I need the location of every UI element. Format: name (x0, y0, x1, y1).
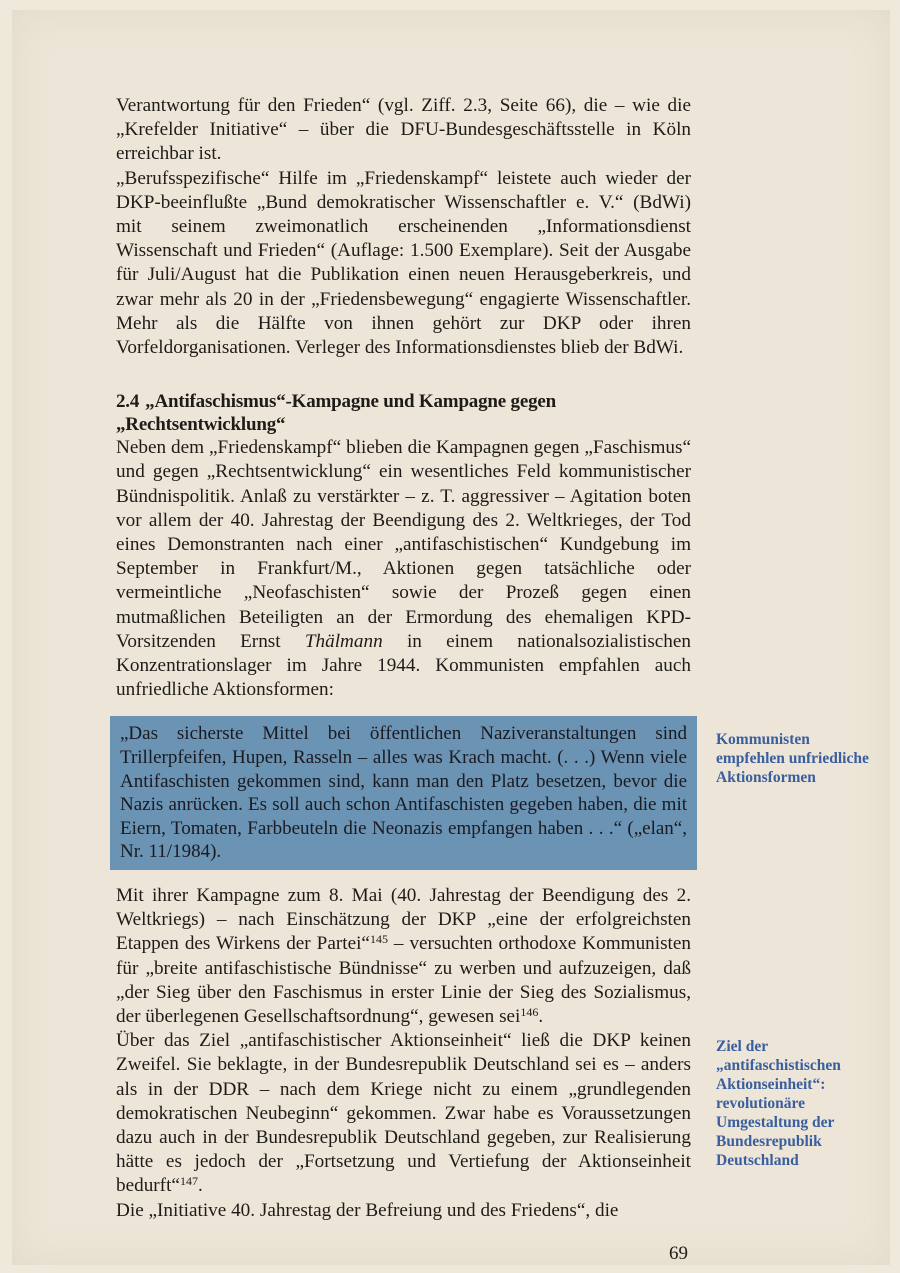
paragraph-3-text: Neben dem „Friedenskampf“ blieben die Kampagnen gegen „Faschismus“ und gegen „Rechtsentwicklung“ ein wesentliches Feld kommunistischer Bündnispolitik. Anlaß zu verstärkter – z. T. aggressiver – Agitation boten vor allem der 40. Jahrestag der Beendigung des 2. Weltkrieges, der Tod eines Demonstranten nach einer „antifaschistischen“ Kundgebung im September in Frankfurt/M., Aktionen gegen tatsächliche oder vermeintliche „Neofaschisten“ sowie der Prozeß gegen einen mutmaßlichen Beteiligten an der Ermordung des ehemaligen KPD-Vorsitzenden Ernst (116, 437, 691, 652)
document-page (12, 10, 890, 1265)
paragraph-3-name: Thälmann (304, 630, 383, 652)
main-text-column (116, 94, 691, 1223)
footnote-ref-145: 145 (369, 932, 388, 947)
paragraph-6: Die „Initiative 40. Jahrestag der Befreiung und des Friedens“, die (116, 1199, 619, 1221)
section-number: 2.4 (116, 391, 140, 413)
paragraph-5 (116, 1029, 691, 1198)
section-title-line-2: „Rechtsentwicklung“ (116, 414, 286, 436)
section-heading (116, 390, 691, 436)
paragraph-4-end: . (538, 1006, 544, 1028)
footnote-ref-146: 146 (520, 1005, 539, 1020)
paragraph-4 (116, 884, 691, 1029)
paragraph-4-text: Mit ihrer Kampagne zum 8. Mai (40. Jahrestag der Beendigung des 2. Weltkriegs) – nach Einschätzung der DKP „eine der erfolgreichsten Etappen des Wirkens der Partei“ (116, 885, 691, 955)
footnote-ref-147: 147 (179, 1174, 198, 1189)
paragraph-5-text: Über das Ziel „antifaschistischer Aktionseinheit“ ließ die DKP keinen Zweifel. Sie beklagte, in der Bundesrepublik Deutschland sei es – anders als in der DDR – nach dem Kriege nicht zu einem „grundlegenden demokratischen Neubeginn“ gekommen. Zwar habe es Voraussetzungen dazu auch in der Bundesrepublik Deutschland gegeben, zur Realisierung hätte es jedoch der „Fortsetzung und Vertiefung der Aktionseinheit bedurft“ (116, 1030, 691, 1197)
section-title-line-1: „Antifaschismus“-Kampagne und Kampagne gegen (145, 391, 556, 413)
paragraph-3-rest: in einem nationalsozialistischen Konzentrationslager im Jahre 1944. Kommunisten empfahlen auch unfriedliche Aktionsformen: (116, 630, 691, 701)
margin-note-aktionseinheit: Ziel der „antifaschistischen Aktionseinheit“: revolutionäre Umgestaltung der Bundesrepublik Deutschland (716, 1038, 841, 1169)
paragraph-3 (116, 436, 691, 702)
paragraph-5-end: . (197, 1175, 203, 1197)
paragraph-4-rest: – versuchten orthodoxe Kommunisten für „breite antifaschistische Bündnisse“ zu werben und aufzuzeigen, daß „der Sieg über den Faschismus in erster Linie der Sieg des Sozialismus, der überlegenen Gesellschaftsordnung“, gewesen sei (116, 933, 691, 1028)
highlighted-quote: „Das sicherste Mittel bei öffentlichen Naziveranstaltungen sind Trillerpfeifen, Hupen, Rasseln – alles was Krach macht. (. . .) Wenn viele Antifaschisten gekommen sind, kann man den Platz besetzen, bevor die Nazis anrücken. Es soll auch schon Antifaschisten gegeben haben, die mit Eiern, Tomaten, Farbbeuteln die Neonazis empfangen haben . . .“ („elan“, Nr. 11/1984). (110, 716, 697, 870)
margin-note-unfriedliche-aktionsformen: Kommunisten empfehlen unfriedliche Aktionsformen (716, 731, 869, 786)
paragraph-2: „Berufsspezifische“ Hilfe im „Friedenskampf“ leistete auch wieder der DKP-beeinflußte „Bund demokratischer Wissenschaftler e. V.“ (BdWi) mit seinem zweimonatlich erscheinenden „Informationsdienst Wissenschaft und Frieden“ (Auflage: 1.500 Exemplare). Seit der Ausgabe für Juli/August hat die Publikation einen neuen Herausgeberkreis, und zwar mehr als 20 in der „Friedensbewegung“ engagierte Wissenschaftler. Mehr als die Hälfte von ihnen gehört zur DKP oder ihren Vorfeldorganisationen. Verleger des Informationsdienstes blieb der BdWi. (116, 167, 691, 359)
paragraph-1: Verantwortung für den Frieden“ (vgl. Ziff. 2.3, Seite 66), die – wie die „Krefelder Initiative“ – über die DFU-Bundesgeschäftsstelle in Köln erreichbar ist. (116, 95, 691, 165)
page-number: 69 (669, 1243, 688, 1264)
